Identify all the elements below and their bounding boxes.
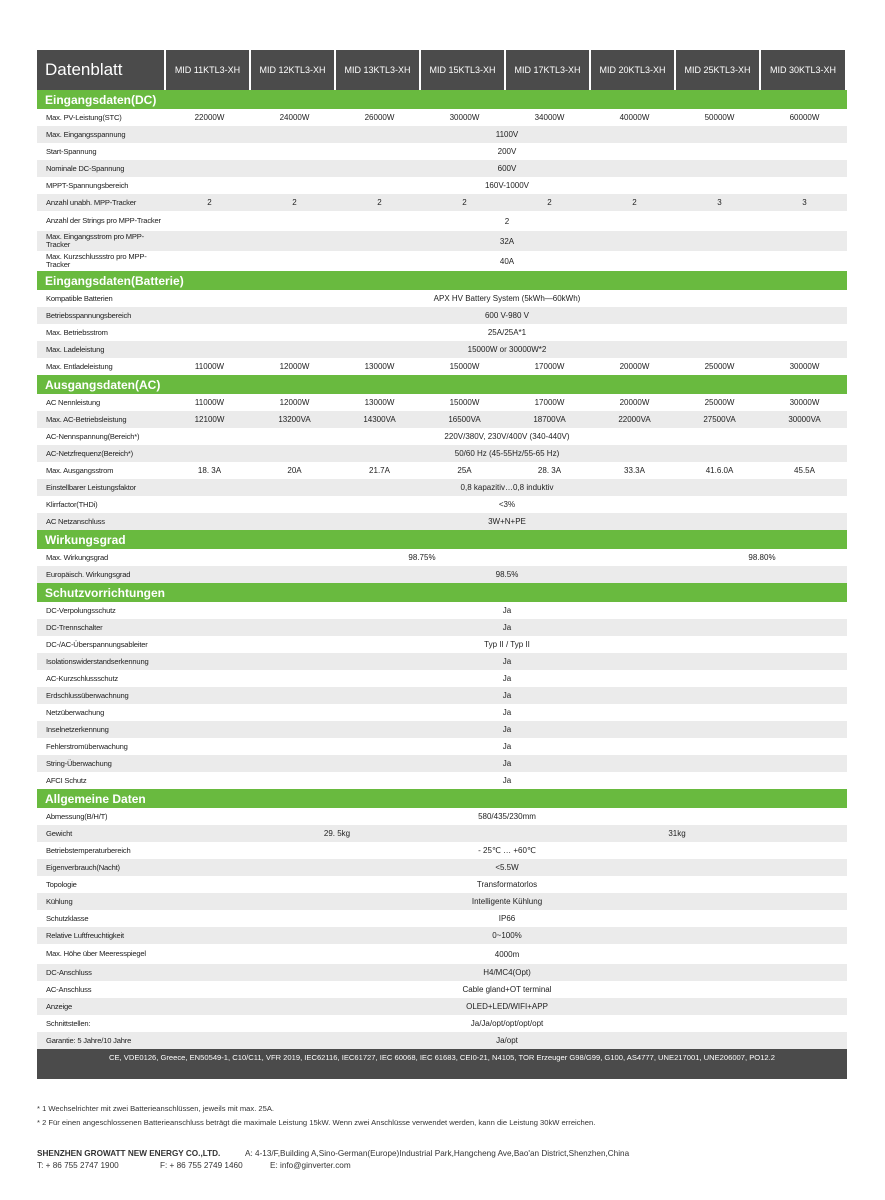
row-label: Max. Eingangsspannung xyxy=(37,126,167,143)
row-label: Anzahl unabh. MPP-Tracker xyxy=(37,194,167,211)
table-row xyxy=(37,143,847,160)
value-cell: <5.5W xyxy=(495,863,519,872)
value-cell: Transformatorlos xyxy=(476,880,538,889)
value-cell: 2 xyxy=(547,198,552,207)
value-cell: 40A xyxy=(499,256,515,266)
table-row xyxy=(37,704,847,721)
value-cell: 24000W xyxy=(279,113,310,122)
table-row xyxy=(37,1032,847,1049)
table-row xyxy=(37,549,847,566)
row-label: Fehlerstromüberwachung xyxy=(46,741,128,751)
value-cell: 34000W xyxy=(534,113,565,122)
value-cell: 25A/25A*1 xyxy=(487,328,527,337)
value-cell: 22000W xyxy=(194,113,225,122)
row-label: DC-/AC-Überspannungsableiter xyxy=(46,639,148,649)
value-cell: APX HV Battery System (5kWh—60kWh) xyxy=(433,294,581,303)
value-cell: Ja xyxy=(502,606,512,615)
row-values xyxy=(167,251,847,271)
row-values xyxy=(167,177,847,194)
table-row xyxy=(37,619,847,636)
model-header: MID 12KTL3-XH xyxy=(251,50,334,90)
value-cell: 14300VA xyxy=(363,415,396,424)
value-cell: 3W+N+PE xyxy=(488,517,526,526)
row-values xyxy=(167,981,847,998)
value-cell: 16500VA xyxy=(448,415,481,424)
row-label: Nominale DC-Spannung xyxy=(37,160,167,177)
section-title: Eingangsdaten(Batterie) xyxy=(37,271,847,290)
row-label: Max. Entladeleistung xyxy=(46,361,113,371)
section-title: Eingangsdaten(DC) xyxy=(37,90,847,109)
row-label: Abmessung(B/H/T) xyxy=(46,811,108,821)
row-label: Kühlung xyxy=(37,893,167,910)
model-header: MID 13KTL3-XH xyxy=(336,50,419,90)
row-values xyxy=(167,394,847,411)
fax-number: F: + 86 755 2749 1460 xyxy=(160,1161,243,1170)
row-values xyxy=(167,566,847,583)
table-row xyxy=(37,428,847,445)
row-values xyxy=(167,636,847,653)
row-label: Kompatible Batterien xyxy=(46,293,113,303)
row-values xyxy=(167,755,847,772)
value-cell: 21.7A xyxy=(369,466,390,475)
company-footer xyxy=(37,1148,629,1172)
row-label: Schutzklasse xyxy=(46,913,89,923)
table-row xyxy=(37,808,847,825)
row-values xyxy=(167,964,847,981)
row-label: Anzahl der Strings pro MPP-Tracker xyxy=(46,216,161,225)
row-values xyxy=(167,670,847,687)
table-header xyxy=(37,50,847,90)
value-cell: 50/60 Hz (45-55Hz/55-65 Hz) xyxy=(454,449,560,458)
section-title: Ausgangsdaten(AC) xyxy=(37,375,847,394)
value-cell: 2 xyxy=(462,198,467,207)
table-row xyxy=(37,998,847,1015)
value-cell: H4/MC4(Opt) xyxy=(483,968,531,977)
value-cell: Ja xyxy=(502,708,512,717)
table-row xyxy=(37,964,847,981)
value-cell: 18. 3A xyxy=(197,466,222,475)
row-values xyxy=(167,211,847,231)
row-label: DC-Trennschalter xyxy=(37,619,167,636)
value-cell: 0,8 kapazitiv…0,8 induktiv xyxy=(460,483,554,492)
value-cell: 220V/380V, 230V/400V (340-440V) xyxy=(444,432,570,441)
row-values xyxy=(167,341,847,358)
value-cell: Ja xyxy=(502,691,512,700)
table-row xyxy=(37,944,847,964)
row-label: Netzüberwachung xyxy=(46,707,105,717)
model-header: MID 30KTL3-XH xyxy=(761,50,845,90)
company-address: A: 4-13/F,Building A,Sino-German(Europe)Industrial Park,Hangcheng Ave,Bao'an District,Shenzhen,China xyxy=(245,1149,630,1158)
row-label: Max. AC-Betriebsleistung xyxy=(37,411,167,428)
row-label: DC-Anschluss xyxy=(37,964,167,981)
row-values xyxy=(167,445,847,462)
row-values xyxy=(167,549,847,566)
value-cell: 45.5A xyxy=(794,466,815,475)
value-cell: Cable gland+OT terminal xyxy=(462,985,552,994)
value-cell: 2 xyxy=(504,216,510,226)
row-label: MPPT-Spannungsbereich xyxy=(46,180,129,190)
value-cell: 200V xyxy=(497,147,517,156)
value-cell: 0~100% xyxy=(492,931,522,940)
row-label: Erdschlussüberwachnung xyxy=(37,687,167,704)
value-cell: 41.6.0A xyxy=(705,466,734,475)
value-cell: 98.80% xyxy=(748,553,776,562)
value-cell: 13000W xyxy=(364,398,395,407)
table-row xyxy=(37,893,847,910)
table-row xyxy=(37,670,847,687)
row-values xyxy=(167,772,847,789)
table-row xyxy=(37,1015,847,1032)
table-row xyxy=(37,876,847,893)
row-label: Einstellbarer Leistungsfaktor xyxy=(37,479,167,496)
value-cell: 32A xyxy=(499,236,515,246)
value-cell: 160V-1000V xyxy=(484,181,530,190)
row-label: Europäisch. Wirkungsgrad xyxy=(37,566,167,583)
table-row xyxy=(37,636,847,653)
row-values xyxy=(167,1032,847,1049)
value-cell: 33.3A xyxy=(624,466,645,475)
value-cell: 12000W xyxy=(279,398,310,407)
model-header: MID 17KTL3-XH xyxy=(506,50,589,90)
table-row xyxy=(37,211,847,231)
table-row xyxy=(37,177,847,194)
row-values xyxy=(167,496,847,513)
value-cell: 12100W xyxy=(194,415,225,424)
table-row xyxy=(37,358,847,375)
row-values xyxy=(167,687,847,704)
table-row xyxy=(37,981,847,998)
value-cell: 20000W xyxy=(619,398,650,407)
value-cell: 98.5% xyxy=(495,570,519,579)
section-rows xyxy=(37,394,847,530)
value-cell: - 25℃ … +60℃ xyxy=(478,846,536,855)
table-row xyxy=(37,910,847,927)
row-label: AC Netzanschluss xyxy=(37,513,167,530)
row-label: AC-Kurzschlussschutz xyxy=(46,673,118,683)
value-cell: Ja xyxy=(502,742,512,751)
row-values xyxy=(167,859,847,876)
row-label: AC-Anschluss xyxy=(46,984,92,994)
section-rows xyxy=(37,290,847,375)
row-values xyxy=(167,808,847,825)
value-cell: 11000W xyxy=(194,398,225,407)
row-values xyxy=(167,619,847,636)
page-title: Datenblatt xyxy=(37,50,164,90)
row-label: AFCI Schutz xyxy=(46,775,87,785)
row-values xyxy=(167,513,847,530)
row-label: Gewicht xyxy=(37,825,167,842)
value-cell: 60000W xyxy=(789,113,820,122)
row-label: Betriebstemperaturbereich xyxy=(46,845,131,855)
row-values xyxy=(167,927,847,944)
value-cell: 26000W xyxy=(364,113,395,122)
row-label: Isolationswiderstandserkennung xyxy=(37,653,167,670)
row-values xyxy=(167,358,847,375)
table-row xyxy=(37,825,847,842)
footnote-2: * 2 Für einen angeschlossenen Batterieanschluss beträgt die maximale Leistung 15kW. Wenn zwei Anschlüsse verwendet werden, kann die Leistung 30kW erreichen. xyxy=(37,1118,596,1127)
row-label: Max. Betriebsstrom xyxy=(46,327,108,337)
row-label: AC Nennleistung xyxy=(46,397,100,407)
table-row xyxy=(37,290,847,307)
row-label: Max. Kurzschlussstro pro MPP-Tracker xyxy=(46,252,147,269)
row-values xyxy=(167,944,847,964)
table-row xyxy=(37,842,847,859)
value-cell: 18700VA xyxy=(533,415,566,424)
value-cell: 31kg xyxy=(668,829,686,838)
row-label: Max. Ausgangsstrom xyxy=(46,465,114,475)
value-cell: Typ II / Typ II xyxy=(484,640,530,649)
row-values xyxy=(167,876,847,893)
row-label: Eigenverbrauch(Nacht) xyxy=(37,859,167,876)
row-values xyxy=(167,290,847,307)
row-values xyxy=(167,721,847,738)
table-row xyxy=(37,721,847,738)
table-row xyxy=(37,602,847,619)
table-row xyxy=(37,109,847,126)
value-cell: 50000W xyxy=(704,113,735,122)
row-values xyxy=(167,893,847,910)
value-cell: Ja/Ja/opt/opt/opt/opt xyxy=(470,1019,544,1028)
value-cell: 98.75% xyxy=(408,553,436,562)
datasheet xyxy=(37,50,847,1079)
value-cell: 20A xyxy=(287,466,302,475)
table-row xyxy=(37,755,847,772)
section-rows xyxy=(37,602,847,789)
row-values xyxy=(167,462,847,479)
row-label: AC-Nennspannung(Bereich*) xyxy=(46,431,140,441)
value-cell: 17000W xyxy=(534,398,565,407)
row-label: Garantie: 5 Jahre/10 Jahre xyxy=(37,1032,167,1049)
row-values xyxy=(167,842,847,859)
value-cell: 28. 3A xyxy=(537,466,562,475)
value-cell: Ja xyxy=(502,674,512,683)
table-row xyxy=(37,231,847,251)
section-rows xyxy=(37,549,847,583)
table-row xyxy=(37,445,847,462)
row-values xyxy=(167,411,847,428)
value-cell: Ja xyxy=(502,725,512,734)
model-header: MID 15KTL3-XH xyxy=(421,50,504,90)
row-values xyxy=(167,143,847,160)
value-cell: 30000VA xyxy=(788,415,821,424)
row-values xyxy=(167,307,847,324)
row-values xyxy=(167,231,847,251)
row-values xyxy=(167,126,847,143)
value-cell: 20000W xyxy=(619,362,650,371)
row-values xyxy=(167,194,847,211)
model-header: MID 25KTL3-XH xyxy=(676,50,759,90)
table-row xyxy=(37,160,847,177)
table-row xyxy=(37,307,847,324)
value-cell: 3 xyxy=(802,198,807,207)
row-label: Max. PV-Leistung(STC) xyxy=(46,112,122,122)
row-label: Start-Spannung xyxy=(46,146,97,156)
value-cell: 11000W xyxy=(194,362,225,371)
row-label: AC-Netzfrequenz(Bereich*) xyxy=(37,445,167,462)
footnotes xyxy=(37,1102,595,1130)
model-header: MID 11KTL3-XH xyxy=(166,50,249,90)
row-values xyxy=(167,109,847,126)
value-cell: Intelligente Kühlung xyxy=(471,897,543,906)
row-values xyxy=(167,910,847,927)
value-cell: <3% xyxy=(498,500,516,509)
value-cell: 30000W xyxy=(789,398,820,407)
row-label: Klirrfactor(THDi) xyxy=(46,499,98,509)
table-row xyxy=(37,496,847,513)
value-cell: 1100V xyxy=(495,130,519,139)
table-row xyxy=(37,251,847,271)
value-cell: Ja/opt xyxy=(496,1036,518,1045)
value-cell: 15000W xyxy=(449,398,480,407)
value-cell: Ja xyxy=(502,657,512,666)
row-values xyxy=(167,428,847,445)
value-cell: 13200VA xyxy=(278,415,311,424)
section-rows xyxy=(37,808,847,1049)
value-cell: IP66 xyxy=(498,914,516,923)
table-body xyxy=(37,90,847,1049)
row-values xyxy=(167,324,847,341)
value-cell: 30000W xyxy=(449,113,480,122)
row-label: Anzeige xyxy=(37,998,167,1015)
value-cell: 25000W xyxy=(704,362,735,371)
value-cell: Ja xyxy=(502,759,512,768)
table-row xyxy=(37,479,847,496)
company-name: SHENZHEN GROWATT NEW ENERGY CO.,LTD. xyxy=(37,1149,221,1158)
value-cell: 2 xyxy=(207,198,212,207)
value-cell: 15000W xyxy=(449,362,480,371)
value-cell: 2 xyxy=(632,198,637,207)
table-row xyxy=(37,687,847,704)
row-label: Max. Wirkungsgrad xyxy=(46,552,109,562)
table-row xyxy=(37,738,847,755)
row-label: Max. Höhe über Meeresspiegel xyxy=(46,949,146,958)
value-cell: 25A xyxy=(457,466,472,475)
table-row xyxy=(37,653,847,670)
table-row xyxy=(37,859,847,876)
section-rows xyxy=(37,109,847,271)
table-row xyxy=(37,772,847,789)
table-row xyxy=(37,411,847,428)
row-label: DC-Verpolungsschutz xyxy=(46,605,116,615)
value-cell: 25000W xyxy=(704,398,735,407)
table-row xyxy=(37,324,847,341)
row-label: Schnittstellen: xyxy=(46,1018,91,1028)
row-values xyxy=(167,738,847,755)
row-label: String-Überwachung xyxy=(37,755,167,772)
table-row xyxy=(37,513,847,530)
value-cell: 27500VA xyxy=(703,415,736,424)
table-row xyxy=(37,194,847,211)
value-cell: 30000W xyxy=(789,362,820,371)
value-cell: 2 xyxy=(292,198,297,207)
email-address: E: info@ginverter.com xyxy=(270,1161,351,1170)
row-values xyxy=(167,998,847,1015)
section-title: Schutzvorrichtungen xyxy=(37,583,847,602)
value-cell: 17000W xyxy=(534,362,565,371)
row-values xyxy=(167,1015,847,1032)
certifications-bar: CE, VDE0126, Greece, EN50549-1, C10/C11, VFR 2019, IEC62116, IEC61727, IEC 60068, IEC 61683, CEI0-21, N4105, TOR Erzeuger G98/G99, G100, AS4777, UNE217001, UNE206007, PO12.2 xyxy=(37,1049,847,1079)
row-label: Max. Eingangsstrom pro MPP-Tracker xyxy=(37,231,167,251)
table-row xyxy=(37,126,847,143)
row-values xyxy=(167,825,847,842)
row-values xyxy=(167,160,847,177)
table-row xyxy=(37,927,847,944)
value-cell: 13000W xyxy=(364,362,395,371)
value-cell: 3 xyxy=(717,198,722,207)
row-label: Topologie xyxy=(46,879,77,889)
table-row xyxy=(37,566,847,583)
value-cell: 600 V-980 V xyxy=(484,311,530,320)
section-title: Wirkungsgrad xyxy=(37,530,847,549)
row-values xyxy=(167,704,847,721)
value-cell: Ja xyxy=(502,776,512,785)
model-header: MID 20KTL3-XH xyxy=(591,50,674,90)
row-values xyxy=(167,602,847,619)
row-label: Inselnetzerkennung xyxy=(37,721,167,738)
value-cell: 40000W xyxy=(619,113,650,122)
value-cell: 15000W or 30000W*2 xyxy=(467,345,547,354)
row-values xyxy=(167,479,847,496)
table-row xyxy=(37,341,847,358)
value-cell: 22000VA xyxy=(618,415,651,424)
value-cell: 4000m xyxy=(494,949,520,959)
table-row xyxy=(37,462,847,479)
value-cell: 580/435/230mm xyxy=(478,812,536,821)
value-cell: OLED+LED/WIFI+APP xyxy=(466,1002,548,1011)
phone-number: T: + 86 755 2747 1900 xyxy=(37,1161,119,1170)
row-label: Relative Luftfreuchtigkeit xyxy=(37,927,167,944)
value-cell: 12000W xyxy=(279,362,310,371)
footnote-1: * 1 Wechselrichter mit zwei Batterieanschlüssen, jeweils mit max. 25A. xyxy=(37,1104,275,1113)
value-cell: 2 xyxy=(377,198,382,207)
value-cell: 600V xyxy=(497,164,517,173)
row-label: Betriebsspannungsbereich xyxy=(37,307,167,324)
section-title: Allgemeine Daten xyxy=(37,789,847,808)
table-row xyxy=(37,394,847,411)
row-values xyxy=(167,653,847,670)
row-label: Max. Ladeleistung xyxy=(37,341,167,358)
value-cell: 29. 5kg xyxy=(323,829,351,838)
value-cell: Ja xyxy=(502,623,512,632)
